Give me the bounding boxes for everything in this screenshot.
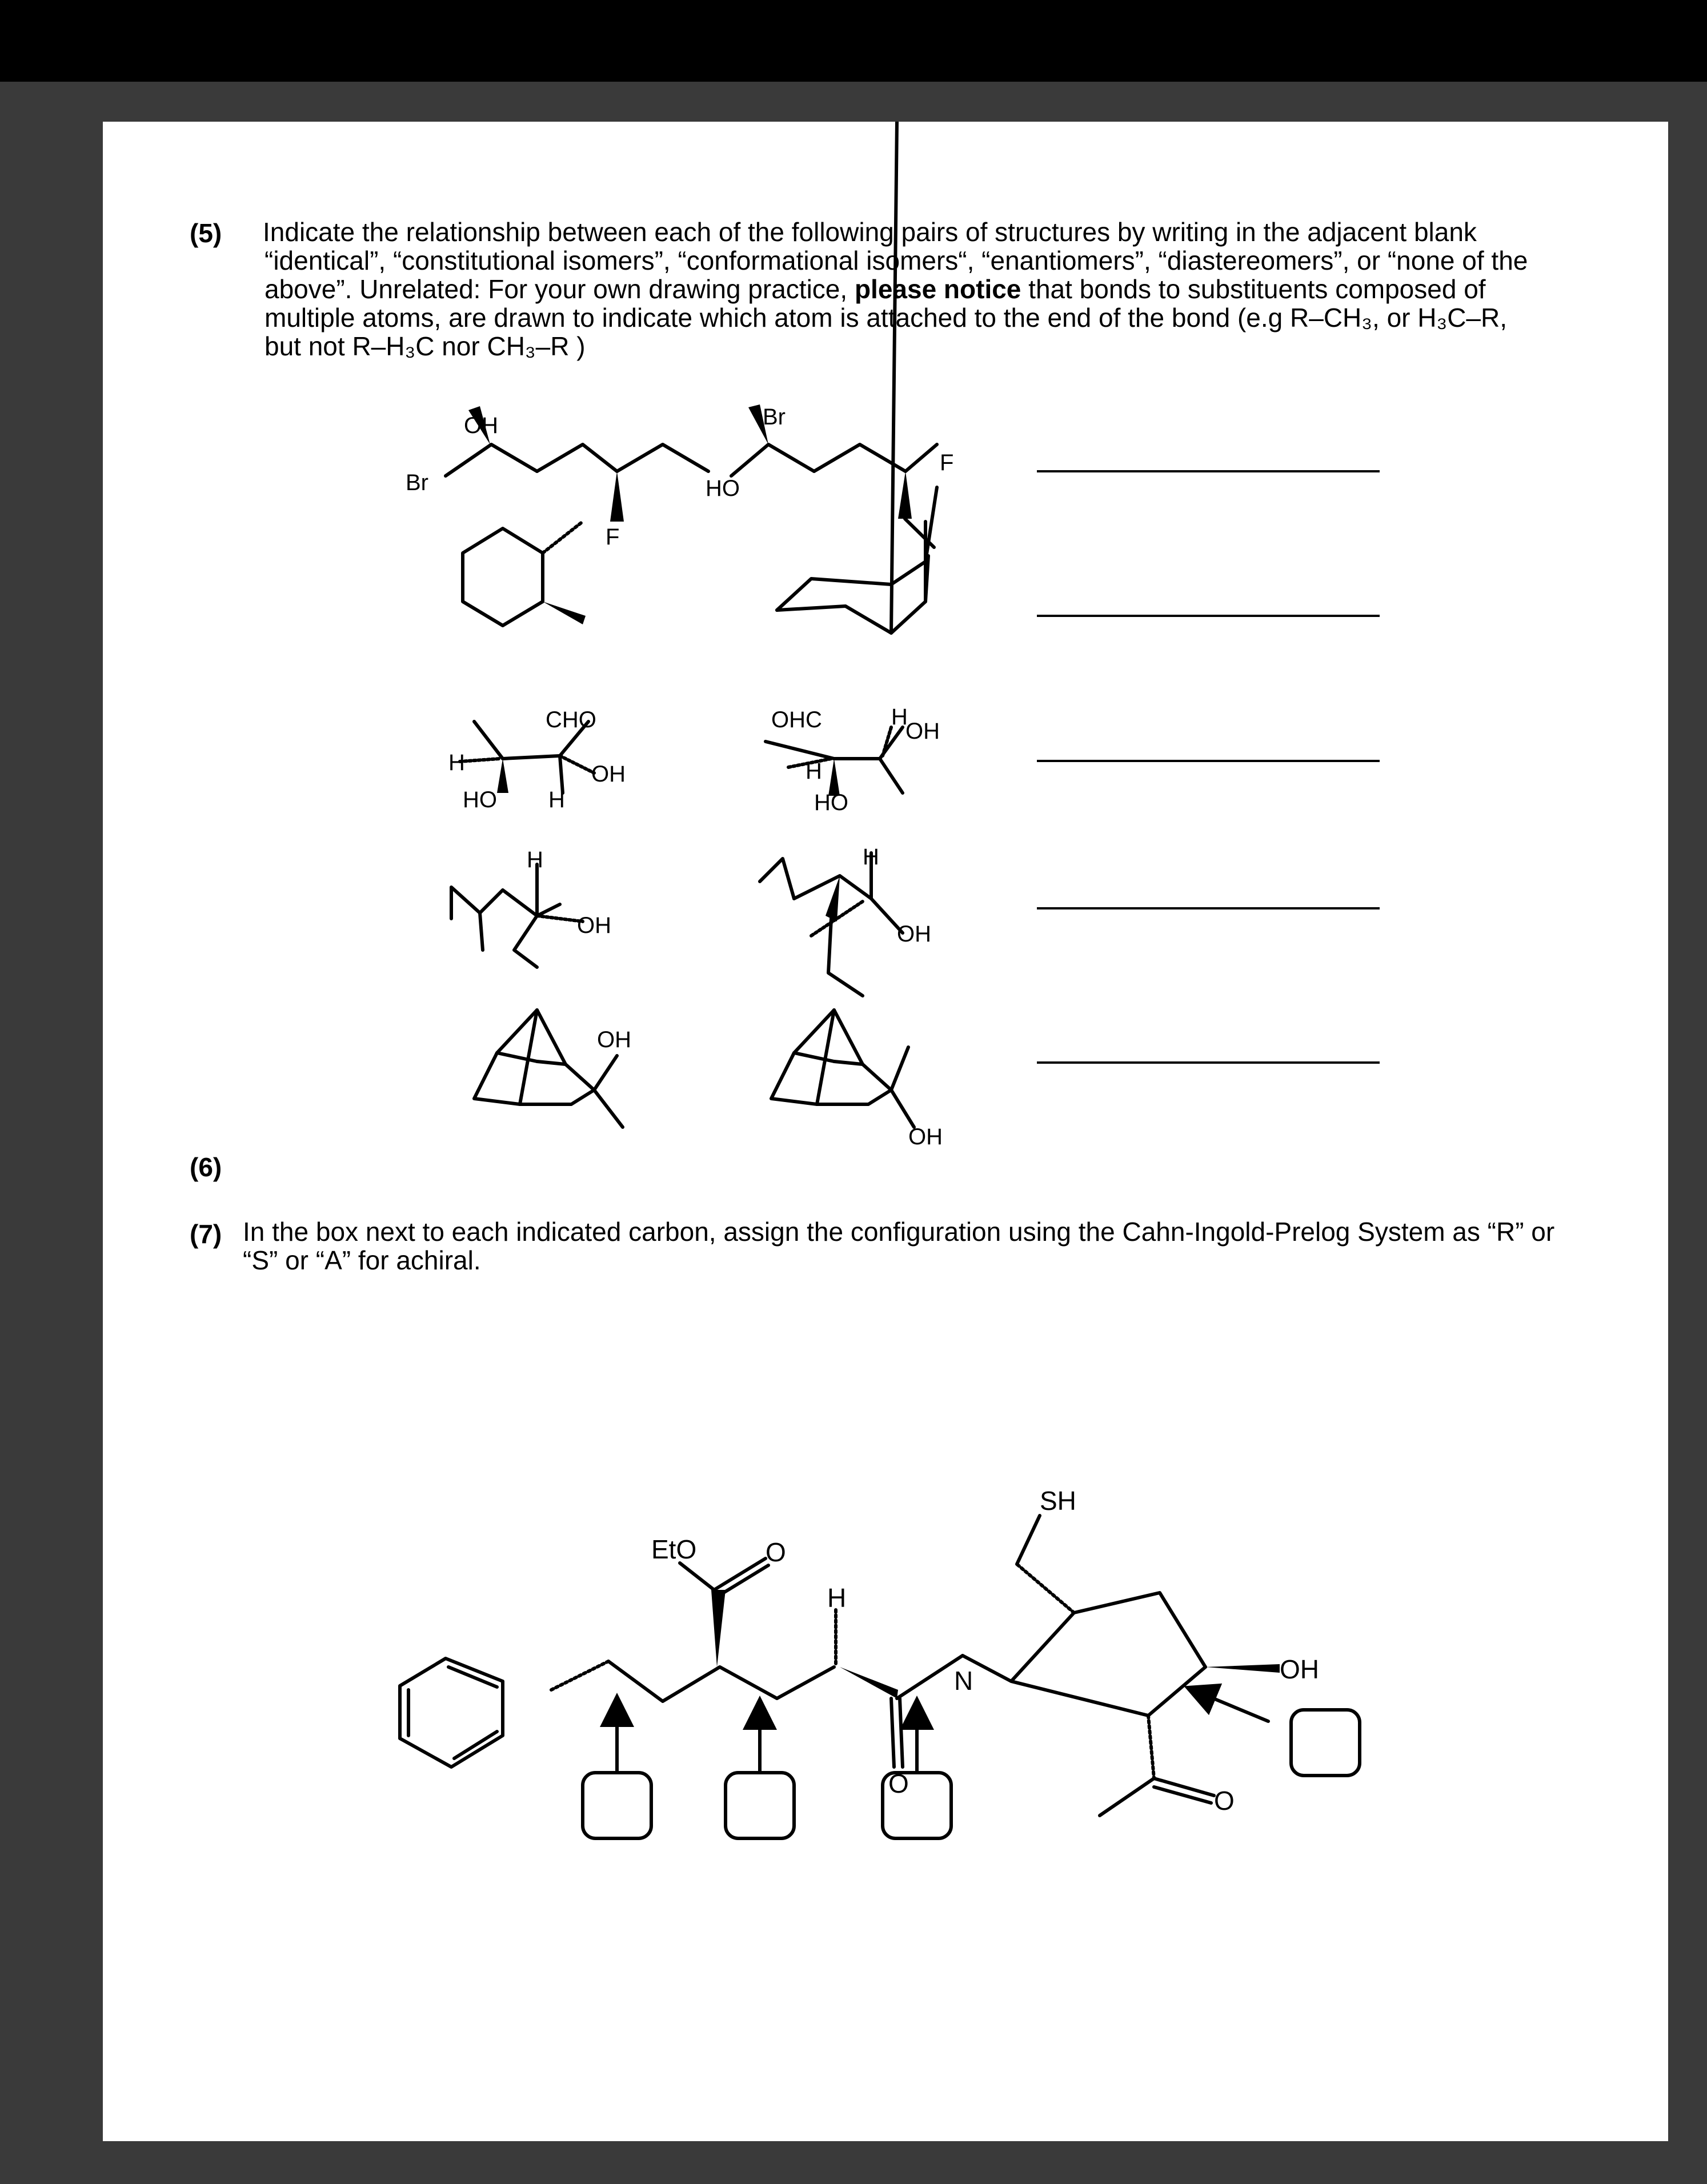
- label-ho: HO: [706, 476, 740, 501]
- label-cho: CHO: [546, 707, 596, 732]
- label-h-3: H: [891, 704, 908, 730]
- q5-line2: “identical”, “constitutional isomers”, “conformational isomers“, “enantiomers”, “diastereomers”, or “none of the: [265, 246, 1528, 275]
- row5-right-norbornane: [771, 1010, 914, 1127]
- label-br-2: Br: [763, 404, 786, 430]
- label-n: N: [954, 1666, 973, 1696]
- label-h-6: H: [863, 844, 879, 869]
- q5-line3-end: that bonds to substituents composed of: [1021, 274, 1486, 304]
- label-oh-8: OH: [1280, 1654, 1319, 1684]
- label-oh-6: OH: [597, 1027, 631, 1052]
- q5-emphasis: please notice: [854, 274, 1021, 304]
- q6-number: (6): [190, 1152, 222, 1182]
- label-ho-3: HO: [814, 790, 848, 815]
- top-black-bar: [0, 0, 1707, 82]
- label-h-2: H: [548, 787, 565, 812]
- row4-left-molecule: [451, 864, 583, 967]
- label-o: O: [766, 1537, 786, 1567]
- label-h: H: [448, 750, 465, 775]
- label-oh-3: OH: [905, 719, 940, 744]
- label-ho-2: HO: [463, 787, 497, 812]
- label-f: F: [606, 524, 620, 550]
- q7-line2: “S” or “A” for achiral.: [243, 1245, 481, 1275]
- config-box-4[interactable]: [1291, 1710, 1360, 1776]
- row2-left-cyclohexane: [463, 522, 586, 626]
- label-o-2: O: [888, 1769, 909, 1798]
- label-oh-7: OH: [908, 1124, 943, 1149]
- config-box-2[interactable]: [726, 1773, 794, 1838]
- q5-line5: but not R–H₃C nor CH₃–R ): [265, 331, 586, 361]
- row1-right-molecule: [731, 404, 937, 547]
- label-oh: OH: [464, 413, 498, 438]
- q5-line1: Indicate the relationship between each of the following pairs of structures by writing in the adjacent blank: [263, 217, 1477, 247]
- label-f-2: F: [940, 450, 954, 475]
- label-oh-2: OH: [591, 762, 626, 787]
- label-oh-4: OH: [577, 913, 611, 938]
- q5-line4: multiple atoms, are drawn to indicate which atom is attached to the end of the bond (e.g R–CH₃, or H₃C–R,: [265, 303, 1508, 332]
- label-h-5: H: [527, 847, 543, 872]
- q7-number: (7): [190, 1219, 222, 1249]
- q7-molecule: [400, 1516, 1280, 1816]
- label-h-4: H: [806, 759, 822, 784]
- q5-line3-start: above”. Unrelated: For your own drawing practice,: [265, 274, 855, 304]
- label-h-7: H: [827, 1583, 847, 1613]
- label-oh-5: OH: [897, 921, 931, 947]
- q5-number: (5): [190, 218, 222, 248]
- row2-right-chair: [777, 122, 937, 633]
- worksheet-page: [103, 122, 1668, 2141]
- config-box-1[interactable]: [583, 1773, 651, 1838]
- structures-canvas: [103, 122, 1668, 2141]
- label-eto: EtO: [651, 1534, 697, 1564]
- row3-right-molecule: [766, 727, 903, 796]
- label-ohc: OHC: [771, 707, 822, 732]
- q7-line1: In the box next to each indicated carbon, assign the configuration using the Cahn-Ingold-Prelog System as “R” or: [243, 1217, 1555, 1247]
- label-sh: SH: [1040, 1486, 1076, 1516]
- label-o-3: O: [1214, 1786, 1235, 1816]
- row4-right-molecule: [760, 853, 903, 996]
- label-br: Br: [406, 470, 428, 495]
